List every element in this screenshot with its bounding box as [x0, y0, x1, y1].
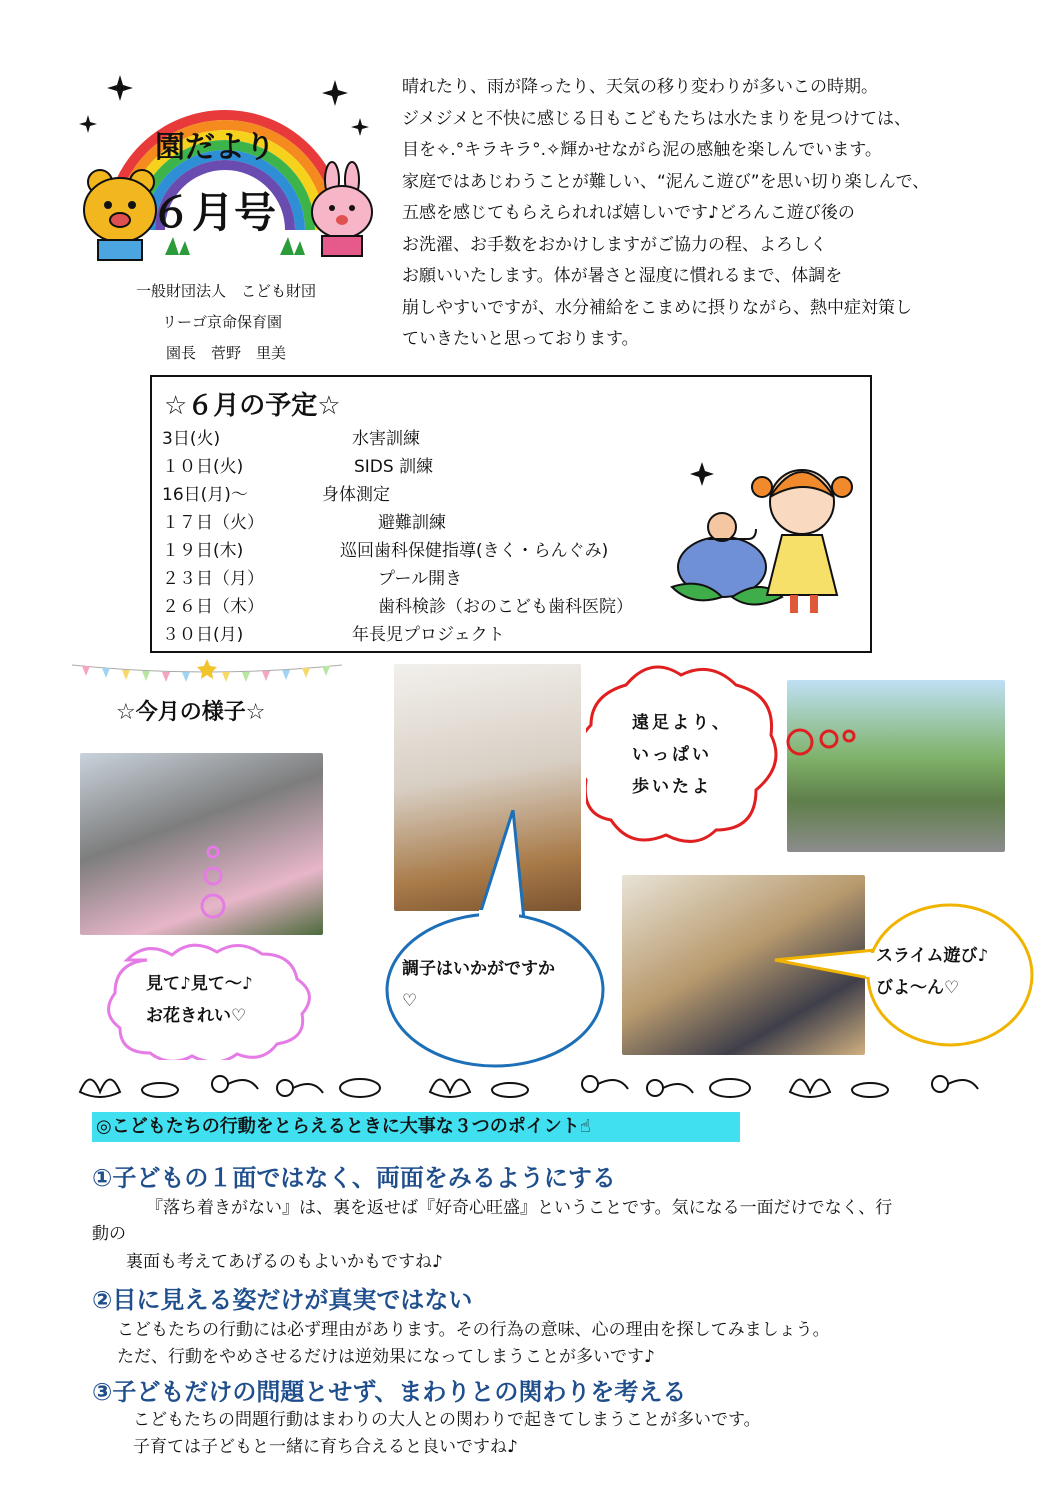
intro-text	[402, 72, 1022, 356]
bubble-line: お花きれい♡	[146, 1006, 247, 1026]
rainbow-illustration	[70, 70, 380, 280]
girl-snail-illustration	[662, 447, 862, 617]
hydrangea-icon	[672, 537, 782, 605]
org-line-1: 一般財団法人 こども財団	[136, 282, 317, 300]
schedule-date: １０日(火)	[162, 457, 244, 477]
point-1-line: 動の	[92, 1224, 126, 1244]
org-line-2: リーゴ京命保育園	[162, 313, 283, 331]
schedule-row	[162, 481, 633, 509]
intro-line: 晴れたり、雨が降ったり、天気の移り変わりが多いこの時期。	[402, 77, 878, 97]
schedule-title: ☆６月の予定☆	[164, 391, 341, 421]
point-1-line: 裏面も考えてあげるのもよいかもですね♪	[126, 1252, 443, 1272]
schedule-event: SIDS 訓練	[354, 457, 434, 477]
schedule-event: 年長児プロジェクト	[352, 625, 505, 645]
bubble-line: 歩いたよ	[632, 777, 712, 797]
pink-circles-decoration	[200, 842, 230, 922]
bubble-line: 見て♪見て～♪	[146, 974, 253, 994]
point-1-line: 『落ち着きがない』は、裏を返せば『好奇心旺盛』ということです。気になる一面だけでなく、行	[146, 1198, 893, 1218]
bunting-decoration	[72, 657, 342, 687]
schedule-event: 身体測定	[322, 485, 390, 505]
point-2-title: ②目に見える姿だけが真実ではない	[92, 1286, 473, 1314]
bubble-blue-text	[402, 953, 555, 1017]
bubble-pink-text	[146, 968, 253, 1032]
star-icon	[197, 659, 217, 679]
schedule-event: 避難訓練	[378, 513, 446, 533]
bubble-line: ♡	[402, 991, 418, 1011]
issue-label: ６月号	[150, 188, 277, 237]
schedule-date: １７日（火）	[162, 513, 264, 533]
schedule-event: プール開き	[378, 569, 463, 589]
header-illustration	[70, 70, 380, 280]
bear-icon	[84, 170, 156, 260]
schedule-row	[162, 425, 633, 453]
snail-icon	[708, 513, 756, 541]
schedule-date: ２３日（月）	[162, 569, 264, 589]
intro-line: 家庭ではあじわうことが難しい、“泥んこ遊び”を思い切り楽しんで、	[402, 171, 930, 192]
bubble-line: 調子はいかがですか	[402, 959, 555, 979]
bubble-red-text	[632, 707, 732, 803]
photo-excursion	[787, 680, 1005, 852]
bubble-line: びよ～ん♡	[876, 978, 960, 998]
schedule-list	[162, 425, 633, 649]
schedule-row	[162, 593, 633, 621]
points-heading: ◎こどもたちの行動をとらえるときに大事な３つのポイント☝	[92, 1112, 740, 1142]
schedule-row	[162, 565, 633, 593]
intro-line: ていきたいと思っております。	[402, 329, 639, 349]
schedule-event: 巡回歯科保健指導(きく・らんぐみ)	[340, 541, 609, 561]
monthly-title: ☆今月の様子☆	[116, 700, 266, 725]
point-1-title: ①子どもの１面ではなく、両面をみるようにする	[92, 1164, 616, 1192]
schedule-date: 16日(月)～	[162, 485, 248, 505]
schedule-row	[162, 621, 633, 649]
intro-line: 五感を感じてもらえられれば嬉しいです♪どろんこ遊び後の	[402, 203, 855, 223]
sparkle-icon	[690, 462, 714, 486]
bubble-line: いっぱい	[632, 745, 712, 765]
schedule-event: 歯科検診（おのこども歯科医院）	[378, 597, 633, 617]
bubble-line: スライム遊び♪	[876, 946, 989, 966]
point-2-line: ただ、行動をやめさせるだけは逆効果になってしまうことが多いです♪	[117, 1347, 655, 1367]
schedule-date: 3日(火)	[162, 429, 221, 449]
point-3-line: 子育ては子どもと一緒に育ち合えると良いですね♪	[133, 1437, 518, 1457]
schedule-row	[162, 509, 633, 537]
intro-line: ジメジメと不快に感じる日もこどもたちは水たまりを見つけては、	[402, 108, 911, 129]
bubble-line: 遠足より、	[632, 713, 732, 733]
schedule-date: １９日(木)	[162, 541, 244, 561]
schedule-event: 水害訓練	[352, 429, 420, 449]
lotus-tadpole-border	[70, 1062, 1000, 1102]
intro-line: お洗濯、お手数をおかけしますがご協力の程、よろしく	[402, 234, 827, 255]
bubble-blue	[385, 810, 610, 1070]
intro-line: 崩しやすいですが、水分補給をこまめに摂りながら、熱中症対策し	[402, 297, 912, 318]
schedule-row	[162, 453, 633, 481]
red-circles-decoration	[785, 725, 860, 760]
intro-line: 目を✧.°キラキラ°.✧輝かせながら泥の感触を楽しんでいます。	[402, 140, 882, 160]
girl-icon	[752, 470, 852, 613]
schedule-box	[150, 375, 872, 653]
point-3-line: こどもたちの問題行動はまわりの大人との関わりで起きてしまうことが多いです。	[133, 1410, 761, 1430]
newsletter-title: 園だより	[155, 130, 275, 165]
org-line-3: 園長 菅野 里美	[166, 344, 287, 362]
schedule-date: ２６日（木）	[162, 597, 264, 617]
bubble-yellow-text	[876, 940, 988, 1004]
schedule-date: ３０日(月)	[162, 625, 244, 645]
point-2-line: こどもたちの行動には必ず理由があります。その行為の意味、心の理由を探してみましょう。	[117, 1320, 830, 1340]
schedule-row	[162, 537, 633, 565]
intro-line: お願いいたします。体が暑さと湿度に慣れるまで、体調を	[402, 266, 843, 286]
point-3-title: ③子どもだけの問題とせず、まわりとの関わりを考える	[92, 1378, 687, 1406]
